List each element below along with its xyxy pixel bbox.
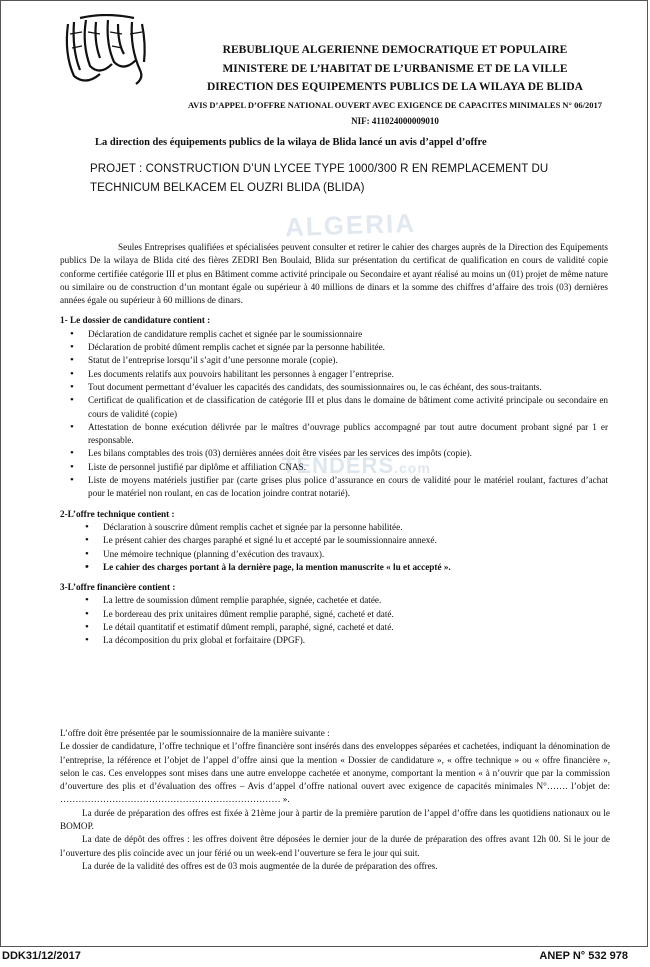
anep-number: ANEP N° 532 978	[539, 950, 628, 962]
watermark-mid: TENDERS	[282, 453, 395, 478]
ministry-title: MINISTERE DE L’HABITAT DE L’URBANISME ET DE LA VILLE	[222, 63, 568, 75]
notice-body	[60, 241, 608, 648]
list-item: • La lettre de soumission dûment remplie paraphée, signée, cachetée et datée.	[103, 594, 608, 607]
watermark-top: ALGERIA	[284, 207, 417, 243]
list-item: • Le détail quantitatif et estimatif dûment rempli, paraphé, signé, cacheté et daté.	[103, 621, 608, 634]
submission-intro: L’offre doit être présentée par le soumissionnaire de la manière suivante :	[60, 728, 330, 738]
section-3-title: 3-L’offre financière contient :	[60, 582, 176, 593]
section-2-list	[60, 521, 608, 574]
list-item: • Certificat de qualification et de classification de catégorie III et plus dans le domaine de bâtiment come activité principale ou secondaire en cours de validité (copie)	[88, 394, 608, 421]
list-item: • Liste de personnel justifié par diplôme et affiliation CNAS.	[88, 461, 608, 474]
list-item: • Une mémoire technique (planning d’exécution des travaux).	[103, 548, 608, 561]
list-item: • Tout document permettant d’évaluer les capacités des candidats, des soumissionnaires ou, le cas échéant, des sous-traitants.	[88, 381, 608, 394]
project-title: PROJET : CONSTRUCTION D’UN LYCEE TYPE 1000/300 R EN REMPLACEMENT DU TECHNICUM BELKACEM EL OUZRI BLIDA (BLIDA)	[90, 163, 549, 194]
section-3-list	[60, 594, 608, 647]
footer-reference: DDK31/12/2017	[2, 950, 81, 962]
eligibility-paragraph: Seules Entreprises qualifiées et spécialisées peuvent consulter et retirer le cahier des charges auprès de la Direction des Equipements publics De la wilaya de Blida cité des fières ZEDRI Ben Boulaid, Blida sur présentation du certificat de qualification en cours de validité copie conforme certifiée catégorie III et plus en Bâtiment comme activité principale ou Secondaire et ayant réalisé au moins un (01) projet de même nature ou similaire ou de construction d’un montant égale ou supérieur à 40 millions de dinars et la somme des chiffres d’affaire des trois (03) dernières années égale ou supérieur à 60 millions de dinars.	[60, 242, 608, 306]
list-item: • Déclaration de probité dûment remplis cachet et signée par la personne habilitée.	[88, 341, 608, 354]
list-item: • Statut de l’entreprise lorsqu’il s’agit d’une personne morale (copie).	[88, 354, 608, 367]
list-item: • Les bilans comptables des trois (03) dernières années doit être visées par les services des impôts (copie).	[88, 447, 608, 460]
list-item: • La décomposition du prix global et forfaitaire (DPGF).	[103, 634, 608, 647]
list-item: • Le présent cahier des charges paraphé et signé lu et accepté par le soumissionnaire annexé.	[103, 534, 608, 547]
list-item: • Liste de moyens matériels justifier par (carte grises plus police d’assurance en cours de validité pour le matériel roulant, factures d’achat pour le matériel non roulant, en cas de location joindre contrat notarié).	[88, 474, 608, 501]
list-item: • Déclaration à souscrire dûment remplis cachet et signée par la personne habilitée.	[103, 521, 608, 534]
list-item: • Attestation de bonne exécution délivrée par le maîtres d’ouvrage publics accompagné par tout autre document probant signé par 1 er responsable.	[88, 421, 608, 448]
list-item: • Déclaration de candidature remplis cachet et signée par le soumissionnaire	[88, 328, 608, 341]
ministry-emblem-logo	[60, 14, 152, 88]
republic-title: REBUBLIQUE ALGERIENNE DEMOCRATIQUE ET POPULAIRE	[222, 44, 568, 56]
submission-instructions	[60, 727, 610, 873]
direction-title: DIRECTION DES EQUIPEMENTS PUBLICS DE LA WILAYA DE BLIDA	[207, 81, 583, 93]
tender-notice-title: AVIS D’APPEL D’OFFRE NATIONAL OUVERT AVEC EXIGENCE DE CAPACITES MINIMALES N° 06/2017	[188, 100, 602, 110]
list-item: • Le cahier des charges portant à la dernière page, la mention manuscrite « lu et accepté ».	[103, 561, 608, 574]
list-item: • Le bordereau des prix unitaires dûment remplie paraphé, signé, cacheté et daté.	[103, 608, 608, 621]
list-item: • Les documents relatifs aux pouvoirs habilitant les personnes à engager l’entreprise.	[88, 368, 608, 381]
intro-line: La direction des équipements publics de la wilaya de Blida lancé un avis d’appel d’offre	[95, 137, 487, 148]
validity-duration: La durée de la validité des offres est de 03 mois augmentée de la durée de préparation des offres.	[82, 860, 438, 871]
nif-number: NIF: 411024000009010	[351, 116, 439, 126]
section-1-list	[60, 328, 608, 501]
preparation-duration: La durée de préparation des offres est fixée à 21ème jour à partir de la première parution de l’appel d’offre dans les quotidiens nationaux ou le BOMOP.	[60, 807, 610, 832]
envelope-instructions: Le dossier de candidature, l’offre technique et l’offre financière sont insérés dans des enveloppes séparées et cachetées, indiquant la dénomination de l’entreprise, la référence et l’objet de l’appel d’offre ainsi que la mention « Dossier de candidature », « offre technique » ou « offre financière », selon le cas. Ces enveloppes sont mises dans une autre enveloppe cachetée et anonyme, comportant la mention « à n’ouvrir que par la commission d’ouverture des plis et d’évaluation des offres – Avis d’appel d’offre national ouvert avec exigence de capacités minimales N°……. l’objet de: ……………………………………………………………… ».	[60, 741, 610, 805]
watermark-suffix: .com	[394, 460, 431, 476]
section-2-title: 2-L’offre technique contient :	[60, 508, 175, 519]
deposit-date: La date de dépôt des offres : les offres doivent être déposées le dernier jour de la durée de préparation des offres avant 12h 00. Si le jour de l’ouverture des plis coïncide avec un jour férié ou un week-end l’ouverture se fera le jour qui suit.	[60, 834, 610, 858]
section-1-title: 1- Le dossier de candidature contient :	[60, 315, 211, 326]
